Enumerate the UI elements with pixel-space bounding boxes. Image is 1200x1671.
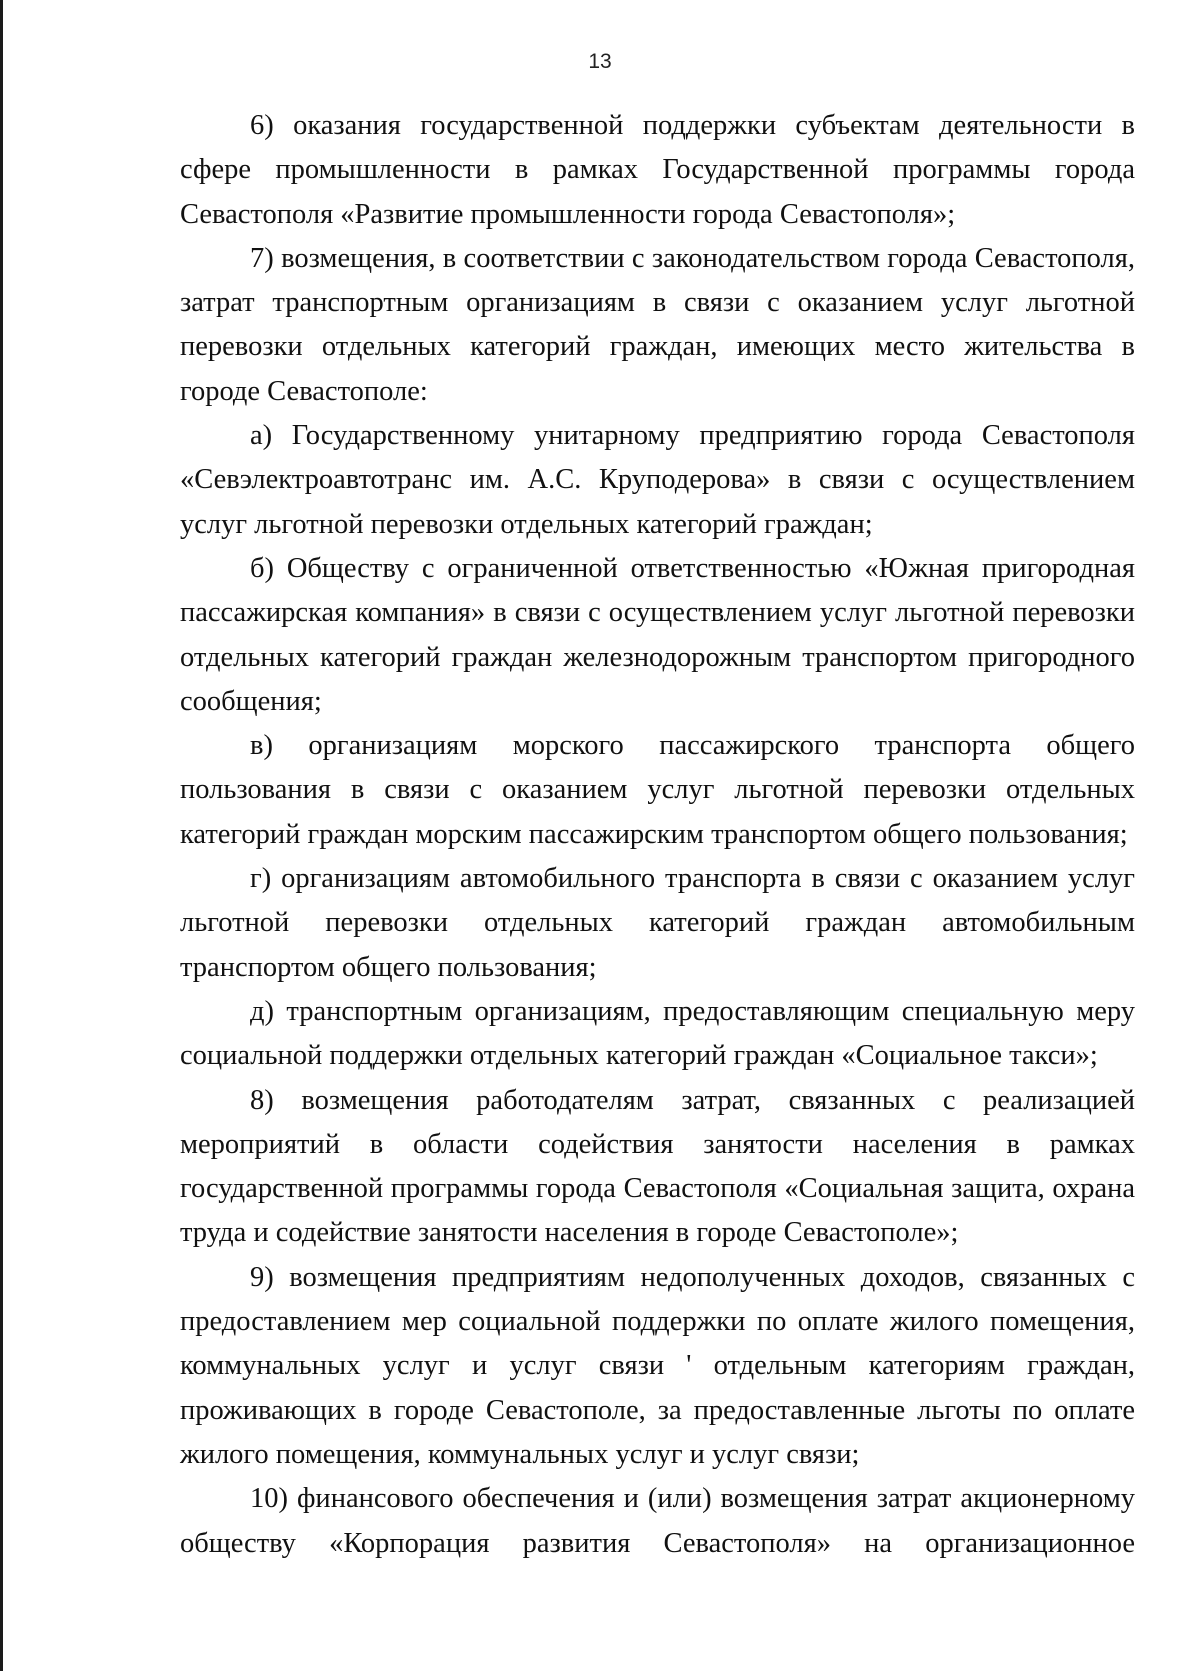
paragraph-item-10: 10) финансового обеспечения и (или) возмещения затрат акционерному обществу «Корпорация развития Севастополя» на организационное xyxy=(180,1483,1135,1559)
paragraph-subitem-d: д) транспортным организациям, предоставляющим специальную меру социальной поддержки отдельных категорий граждан «Социальное такси»; xyxy=(180,995,1135,1072)
paragraph-item-7: 7) возмещения, в соответствии с законодательством города Севастополя, затрат транспортным организациям в связи с оказанием услуг льготной перевозки отдельных категорий граждан, имеющих место жительства в городе Севастополе: xyxy=(180,242,1135,407)
paragraph-subitem-g: г) организациям автомобильного транспорта в связи с оказанием услуг льготной перевозки отдельных категорий граждан автомобильным транспортом общего пользования; xyxy=(180,863,1135,983)
paragraph-subitem-b: б) Обществу с ограниченной ответственностью «Южная пригородная пассажирская компания» в связи с осуществлением услуг льготной перевозки отдельных категорий граждан железнодорожным транспортом пригородного сообщения; xyxy=(180,552,1135,717)
paragraph-item-9: 9) возмещения предприятиям недополученных доходов, связанных с предоставлением мер социальной поддержки по оплате жилого помещения, коммунальных услуг и услуг связи ' отдельным категориям граждан, проживающих в городе Севастополе, за предоставленные льготы по оплате жилого помещения, коммунальных услуг и услуг связи; xyxy=(180,1261,1135,1470)
paragraph-subitem-v: в) организациям морского пассажирского транспорта общего пользования в связи с оказанием услуг льготной перевозки отдельных категорий граждан морским пассажирским транспортом общего пользования; xyxy=(180,730,1135,850)
paragraph-subitem-a: а) Государственному унитарному предприятию города Севастополя «Севэлектроавтотранс им. А.С. Круподерова» в связи с осуществлением услуг льготной перевозки отдельных категорий граждан; xyxy=(180,420,1135,540)
scan-edge xyxy=(0,0,3,1671)
paragraph-item-6: 6) оказания государственной поддержки субъектам деятельности в сфере промышленности в рамках Государственной программы города Севастополя «Развитие промышленности города Севастополя»; xyxy=(180,110,1135,230)
page-number: 13 xyxy=(588,50,612,73)
document-body xyxy=(180,104,1135,1566)
paragraph-item-8: 8) возмещения работодателям затрат, связанных с реализацией мероприятий в области содействия занятости населения в рамках государственной программы города Севастополя «Социальная защита, охрана труда и содействие занятости населения в городе Севастополе»; xyxy=(180,1084,1135,1249)
